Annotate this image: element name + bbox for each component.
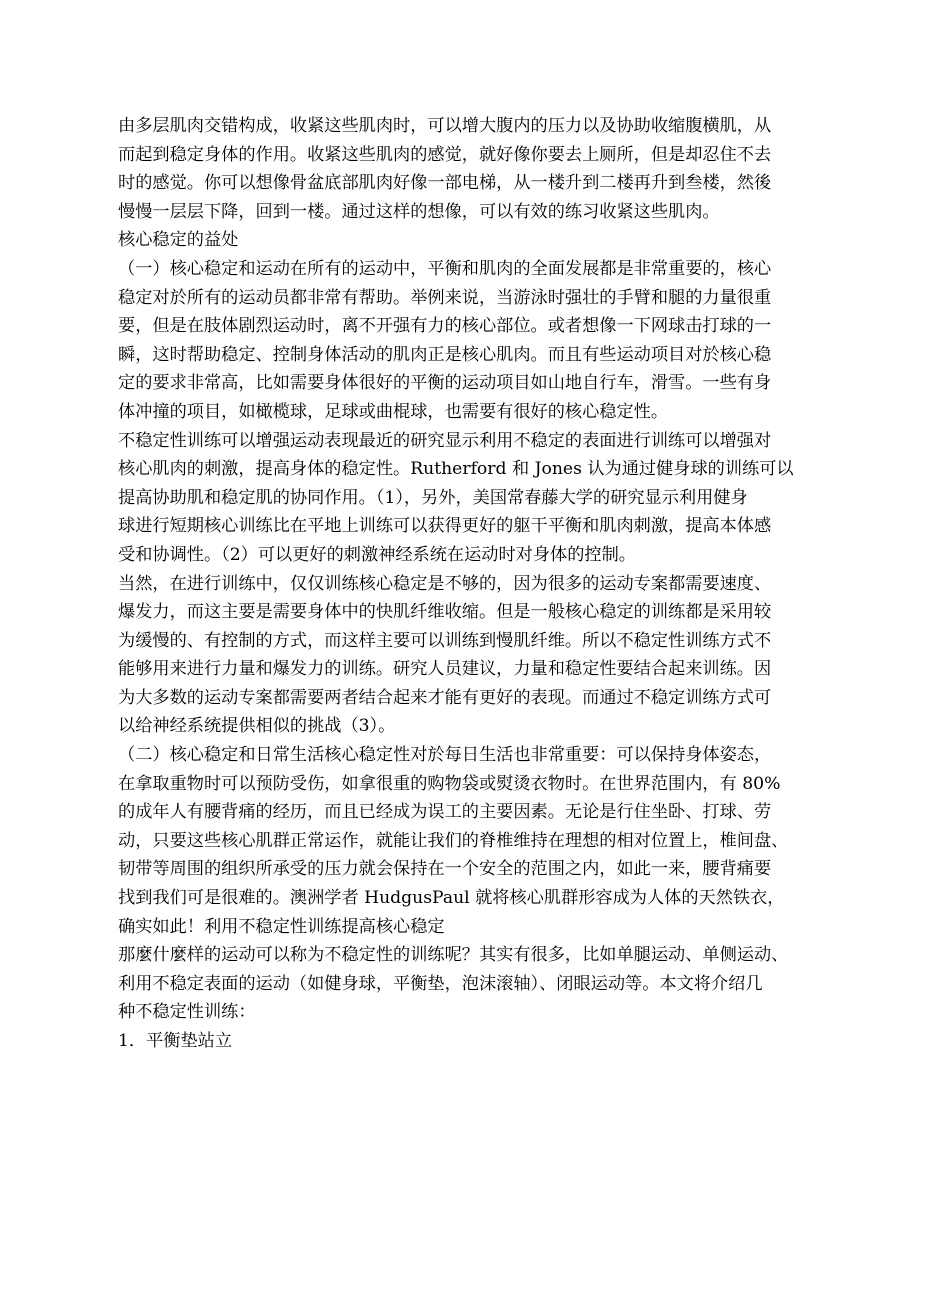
text-line: 瞬，这时帮助稳定、控制身体活动的肌肉正是核心肌肉。而且有些运动项目对於核心稳 [118,344,772,365]
text-line: 的成年人有腰背痛的经历，而且已经成为误工的主要因素。无论是行住坐卧、打球、劳 [118,802,772,823]
text-line: 爆发力，而这主要是需要身体中的快肌纤维收缩。但是一般核心稳定的训练都是采用较 [118,602,772,623]
text-line: 不稳定性训练可以增强运动表现最近的研究显示利用不稳定的表面进行训练可以增强对 [118,430,772,451]
text-line: 为缓慢的、有控制的方式，而这样主要可以训练到慢肌纤维。所以不稳定性训练方式不 [118,630,772,651]
text-line: 确实如此！利用不稳定性训练提高核心稳定 [118,916,445,937]
text-line: （二）核心稳定和日常生活核心稳定性对於每日生活也非常重要：可以保持身体姿态， [118,745,772,766]
text-line: 那麼什麼样的运动可以称为不稳定性的训练呢？其实有很多，比如单腿运动、单侧运动、 [118,945,789,966]
text-line: 核心肌肉的刺激，提高身体的稳定性。Rutherford 和 Jones 认为通过健身球的训练可以 [118,459,794,480]
text-line: （一）核心稳定和运动在所有的运动中，平衡和肌肉的全面发展都是非常重要的，核心 [118,258,772,279]
list-item: 1．平衡垫站立 [118,1031,233,1051]
text-line: 时的感觉。你可以想像骨盆底部肌肉好像一部电梯，从一楼升到二楼再升到叁楼，然後 [118,173,772,194]
text-line: 利用不稳定表面的运动（如健身球，平衡垫，泡沫滚轴）、闭眼运动等。本文将介绍几 [118,973,763,994]
text-line: 定的要求非常高，比如需要身体很好的平衡的运动项目如山地自行车，滑雪。一些有身 [118,373,772,394]
text-line: 种不稳定性训练： [118,1002,256,1023]
text-line: 而起到稳定身体的作用。收紧这些肌肉的感觉，就好像你要去上厕所，但是却忍住不去 [118,144,772,165]
text-line: 球进行短期核心训练比在平地上训练可以获得更好的躯干平衡和肌肉刺激，提高本体感 [118,516,772,537]
text-line: 在拿取重物时可以预防受伤，如拿很重的购物袋或熨烫衣物时。在世界范围内，有 80% [118,773,781,794]
text-line: 提高协助肌和稳定肌的协同作用。（1），另外，美国常春藤大学的研究显示利用健身 [118,487,748,508]
text-line: 当然，在进行训练中，仅仅训练核心稳定是不够的，因为很多的运动专案都需要速度、 [118,573,772,594]
text-line: 要，但是在肢体剧烈运动时，离不开强有力的核心部位。或者想像一下网球击打球的一 [118,316,772,337]
text-line: 为大多数的运动专案都需要两者结合起来才能有更好的表现。而通过不稳定训练方式可 [118,687,772,708]
text-line: 受和协调性。（2）可以更好的刺激神经系统在运动时对身体的控制。 [118,544,636,565]
text-line: 慢慢一层层下降，回到一楼。通过这样的想像，可以有效的练习收紧这些肌肉。 [118,201,720,222]
section-heading: 核心稳定的益处 [118,230,239,251]
text-line: 体冲撞的项目，如橄榄球，足球或曲棍球，也需要有很好的核心稳定性。 [118,401,669,422]
text-line: 韧带等周围的组织所承受的压力就会保持在一个安全的范围之内，如此一来，腰背痛要 [118,859,772,880]
text-line: 由多层肌肉交错构成，收紧这些肌肉时，可以增大腹内的压力以及协助收缩腹横肌，从 [118,116,772,136]
text-line: 以给神经系统提供相似的挑战（3）。 [118,716,396,737]
text-line: 能够用来进行力量和爆发力的训练。研究人员建议，力量和稳定性要结合起来训练。因 [118,659,772,680]
text-line: 找到我们可是很难的。澳洲学者 HudgusPaul 就将核心肌群形容成为人体的天然铁衣， [118,888,785,909]
text-line: 稳定对於所有的运动员都非常有帮助。举例来说，当游泳时强壮的手臂和腿的力量很重 [118,287,772,308]
text-line: 动，只要这些核心肌群正常运作，就能让我们的脊椎维持在理想的相对位置上，椎间盘、 [118,830,789,851]
document-body [118,112,838,1056]
